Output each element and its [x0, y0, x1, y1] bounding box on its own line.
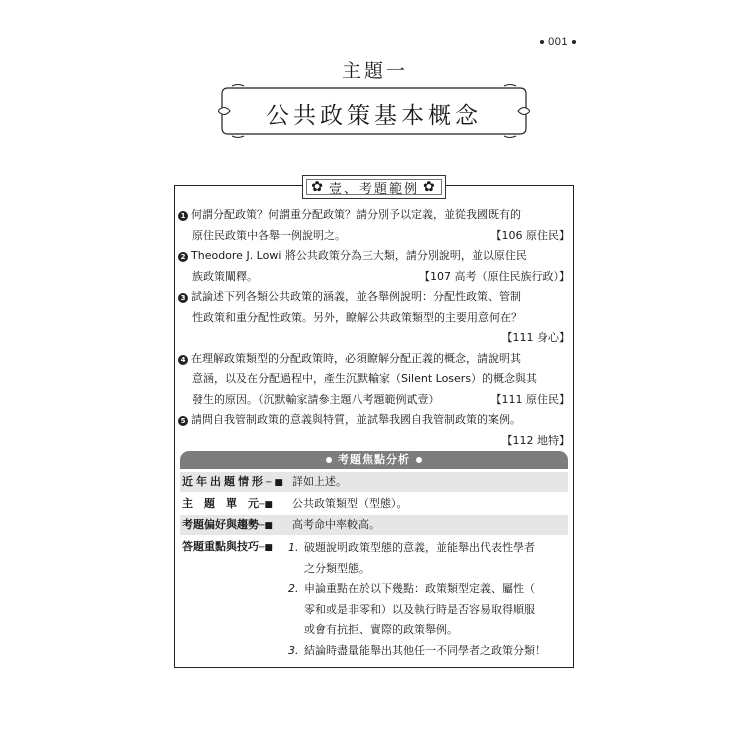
focus-title: 考題焦點分析: [338, 453, 410, 466]
section-header-text: 壹、考題範例: [328, 181, 419, 197]
question-item: [178, 205, 570, 246]
question-source: 【107 高考（原住民族行政）】: [419, 269, 570, 283]
tip-item: 3. 結論時盡量能舉出其他任一不同學者之政策分類！: [288, 643, 546, 657]
page-number: 001: [536, 36, 580, 48]
question-text: 族政策闡釋。: [192, 269, 258, 283]
flower-icon: ✿: [311, 179, 325, 195]
question-item: [178, 246, 570, 287]
question-source: 【106 原住民】: [490, 228, 570, 242]
number-badge: 4: [178, 355, 188, 365]
section-header: [302, 175, 446, 199]
question-text: 性政策和重分配性政策。另外，瞭解公共政策類型的主要用意何在？: [192, 310, 522, 324]
tip-item: 2. 申論重點在於以下幾點：政策類型定義、屬性（ 零和或是非零和）以及執行時是否容易取得順服 或會有抗拒、實際的政策舉例。: [288, 582, 535, 636]
title-frame: [218, 84, 530, 138]
row-label: 考題偏好與趨勢: [182, 518, 259, 531]
bullet-icon: [416, 457, 422, 463]
question-source: 【111 身心】: [501, 331, 570, 344]
question-text: 請問自我管制政策的意義與特質，並試舉我國自我管制政策的案例。: [191, 413, 521, 426]
arrow-icon: ─■: [259, 500, 273, 510]
question-text: Theodore J. Lowi 將公共政策分為三大類，請分別說明，並以原住民: [191, 249, 527, 262]
bullet-icon: [326, 457, 332, 463]
analysis-row-unit: [180, 494, 568, 514]
arrow-icon: ─■: [259, 521, 273, 531]
number-badge: 5: [178, 416, 188, 426]
flower-icon: ✿: [423, 179, 437, 195]
analysis-row-recent: [180, 472, 568, 492]
focus-analysis-bar: [180, 451, 568, 469]
arrow-icon: ─■: [266, 478, 286, 488]
question-source: 【112 地特】: [501, 433, 570, 447]
row-value: 詳如上述。: [292, 475, 347, 488]
number-badge: 1: [178, 211, 188, 221]
question-item: [178, 287, 570, 349]
row-value: 公共政策類型（型態）。: [292, 497, 408, 510]
row-label: 答題重點與技巧: [182, 540, 259, 553]
question-text: 發生的原因。（沉默輸家請參主題八考題範例貳壹）: [192, 392, 440, 406]
topic-label: 主題一: [341, 60, 408, 82]
main-title: 公共政策基本概念: [266, 103, 482, 129]
tips-list: [286, 538, 568, 661]
tip-item: 1. 破題說明政策型態的意義，並能舉出代表性學者 之分類型態。: [288, 541, 535, 575]
question-item: [178, 410, 570, 451]
question-text: 原住民政策中各舉一例說明之。: [192, 228, 346, 242]
arrow-icon: ─■: [259, 543, 273, 553]
question-text: 在理解政策類型的分配政策時，必須瞭解分配正義的概念，請說明其: [191, 351, 521, 365]
question-text: 試論述下列各類公共政策的涵義，並各舉例說明：分配性政策、管制: [191, 290, 521, 303]
row-label: 主 題 單 元: [182, 497, 259, 510]
number-badge: 2: [178, 252, 188, 262]
number-badge: 3: [178, 293, 188, 303]
question-text: 何謂分配政策？何謂重分配政策？請分別予以定義，並從我國既有的: [191, 208, 521, 221]
row-label: 近年出題情形: [182, 475, 266, 488]
row-value: 高考命中率較高。: [292, 518, 380, 531]
question-source: 【111 原住民】: [490, 392, 570, 406]
question-text: 意涵，以及在分配過程中，產生沉默輸家（Silent Losers）的概念與其: [192, 372, 538, 385]
analysis-row-trend: [180, 515, 568, 535]
question-list: [178, 205, 570, 451]
question-item: [178, 349, 570, 411]
